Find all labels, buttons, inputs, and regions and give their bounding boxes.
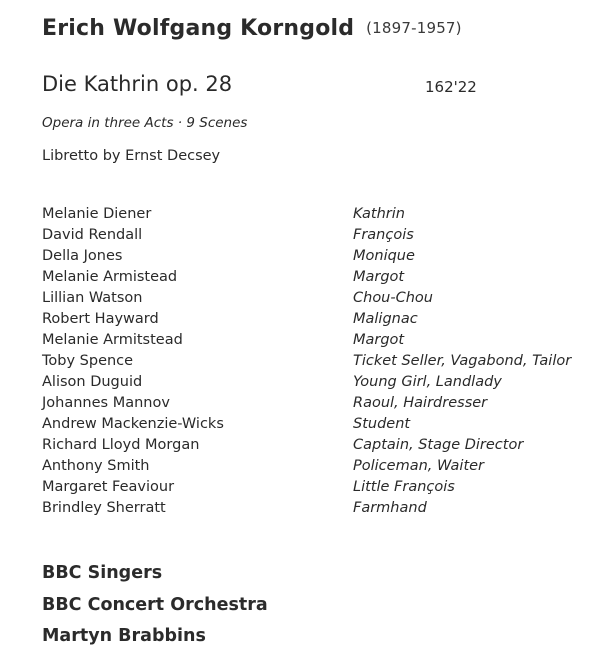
singer-name: Robert Hayward — [42, 311, 159, 327]
ensemble-credit: BBC Singers — [42, 563, 163, 583]
role-name: Malignac — [353, 311, 418, 327]
role-name: Monique — [353, 248, 415, 264]
role-name: Little François — [353, 479, 455, 495]
cast-row — [42, 393, 582, 414]
composer-dates: (1897-1957) — [366, 19, 462, 37]
singer-name: Melanie Armitstead — [42, 332, 183, 348]
role-name: François — [353, 227, 414, 243]
role-name: Young Girl, Landlady — [353, 374, 502, 390]
cast-row — [42, 246, 582, 267]
cast-row — [42, 309, 582, 330]
composer-heading — [42, 16, 462, 41]
singer-name: Richard Lloyd Morgan — [42, 437, 200, 453]
singer-name: Della Jones — [42, 248, 123, 264]
cast-row — [42, 477, 582, 498]
singer-name: Alison Duguid — [42, 374, 143, 390]
cast-list — [42, 204, 582, 519]
singer-name: Anthony Smith — [42, 458, 150, 474]
ensemble-credit: BBC Concert Orchestra — [42, 594, 268, 615]
role-name: Policeman, Waiter — [353, 458, 485, 474]
singer-name: David Rendall — [42, 227, 143, 243]
role-name: Captain, Stage Director — [353, 437, 524, 453]
cast-row — [42, 435, 582, 456]
role-name: Student — [353, 416, 411, 432]
cast-row — [42, 330, 582, 351]
role-name: Kathrin — [353, 206, 405, 222]
cast-row — [42, 372, 582, 393]
cast-row — [42, 351, 582, 372]
cast-row — [42, 288, 582, 309]
singer-name: Melanie Armistead — [42, 269, 178, 285]
cast-row — [42, 225, 582, 246]
singer-name: Toby Spence — [42, 353, 134, 369]
singer-name: Melanie Diener — [42, 206, 152, 222]
role-name: Margot — [353, 332, 405, 348]
work-title: Die Kathrin op. 28 — [42, 72, 233, 96]
ensemble-list — [42, 558, 268, 653]
cast-row — [42, 267, 582, 288]
singer-name: Lillian Watson — [42, 290, 143, 306]
singer-name: Johannes Mannov — [42, 395, 170, 411]
work-duration: 162'22 — [425, 78, 477, 96]
role-name: Margot — [353, 269, 405, 285]
cast-row — [42, 498, 582, 519]
cast-row — [42, 456, 582, 477]
cast-row — [42, 204, 582, 225]
singer-name: Margaret Feaviour — [42, 479, 175, 495]
cast-row — [42, 414, 582, 435]
work-subtitle: Opera in three Acts · 9 Scenes — [42, 115, 248, 131]
role-name: Farmhand — [353, 500, 427, 516]
singer-name: Andrew Mackenzie-Wicks — [42, 416, 224, 432]
role-name: Ticket Seller, Vagabond, Tailor — [353, 353, 572, 369]
role-name: Chou-Chou — [353, 290, 433, 306]
role-name: Raoul, Hairdresser — [353, 395, 488, 411]
composer-name: Erich Wolfgang Korngold — [42, 16, 355, 41]
ensemble-credit: Martyn Brabbins — [42, 626, 206, 646]
singer-name: Brindley Sherratt — [42, 500, 166, 516]
librettist-credit: Libretto by Ernst Decsey — [42, 148, 221, 164]
